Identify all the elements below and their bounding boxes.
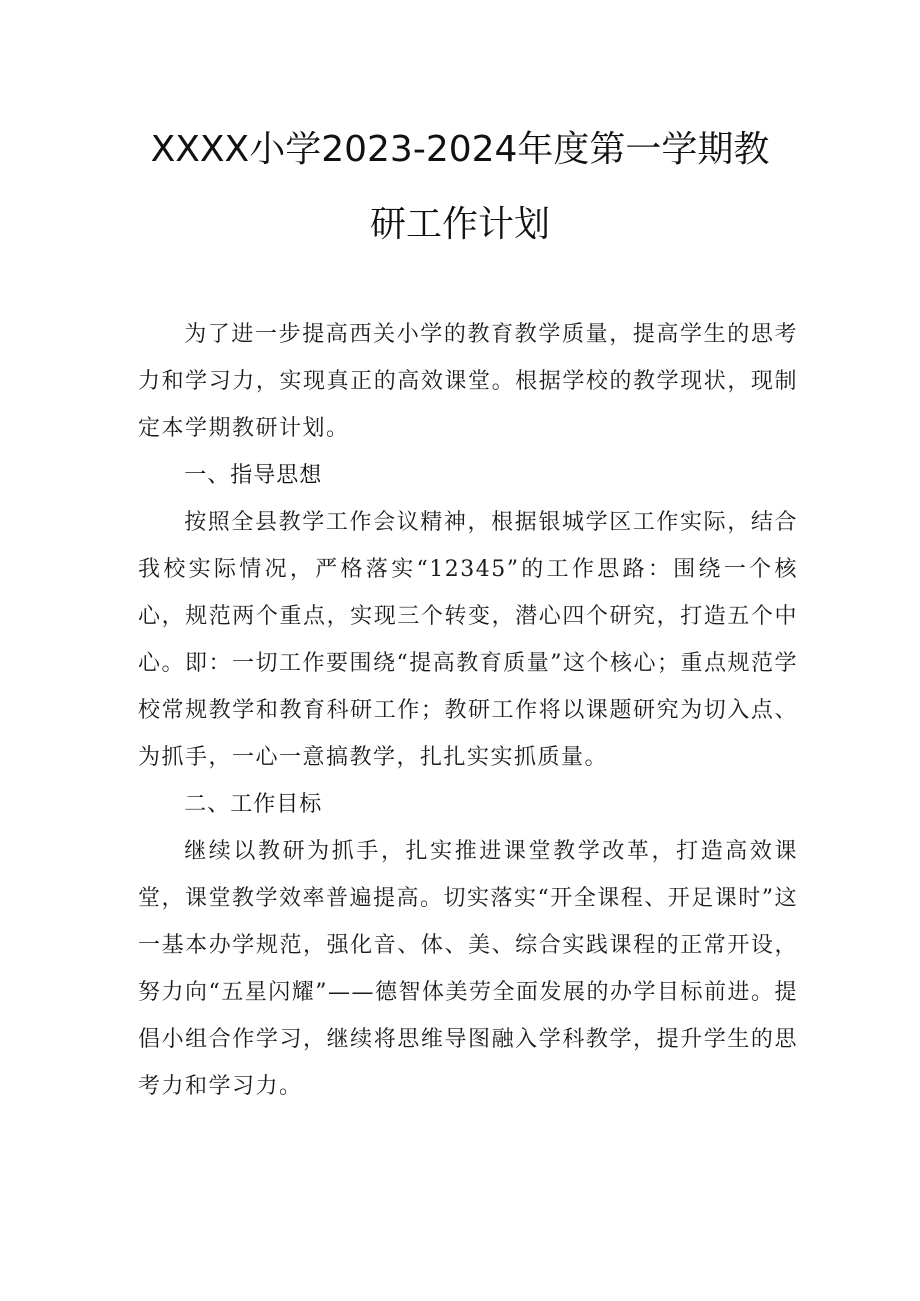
section-heading-work-goals: 二、工作目标	[184, 792, 323, 817]
section-body-work-goals: 继续以教研为抓手，扎实推进课堂教学改革，打造高效课堂，课堂教学效率普遍提高。切实落实“开全课程、开足课时”这一基本办学规范，强化音、体、美、综合实践课程的正常开设，努力向“五星闪耀”——德智体美劳全面发展的办学目标前进。提倡小组合作学习，继续将思维导图融入学科教学，提升学生的思考力和学习力。	[138, 839, 798, 1099]
intro-paragraph: 为了进一步提高西关小学的教育教学质量，提高学生的思考力和学习力，实现真正的高效课堂。根据学校的教学现状，现制定本学期教研计划。	[138, 322, 798, 441]
section-body-guiding-ideology: 按照全县教学工作会议精神，根据银城学区工作实际，结合我校实际情况，严格落实“12345”的工作思路：围绕一个核心，规范两个重点，实现三个转变，潜心四个研究，打造五个中心。即：一切工作要围绕“提高教育质量”这个核心；重点规范学校常规教学和教育科研工作；教研工作将以课题研究为切入点、为抓手，一心一意搞教学，扎扎实实抓质量。	[138, 510, 798, 770]
section-heading-guiding-ideology: 一、指导思想	[184, 463, 323, 488]
document-body	[138, 311, 798, 1110]
document-title-line-1: XXXX小学2023-2024年度第一学期教	[150, 129, 770, 170]
document-title-line-2: 研工作计划	[369, 204, 550, 245]
